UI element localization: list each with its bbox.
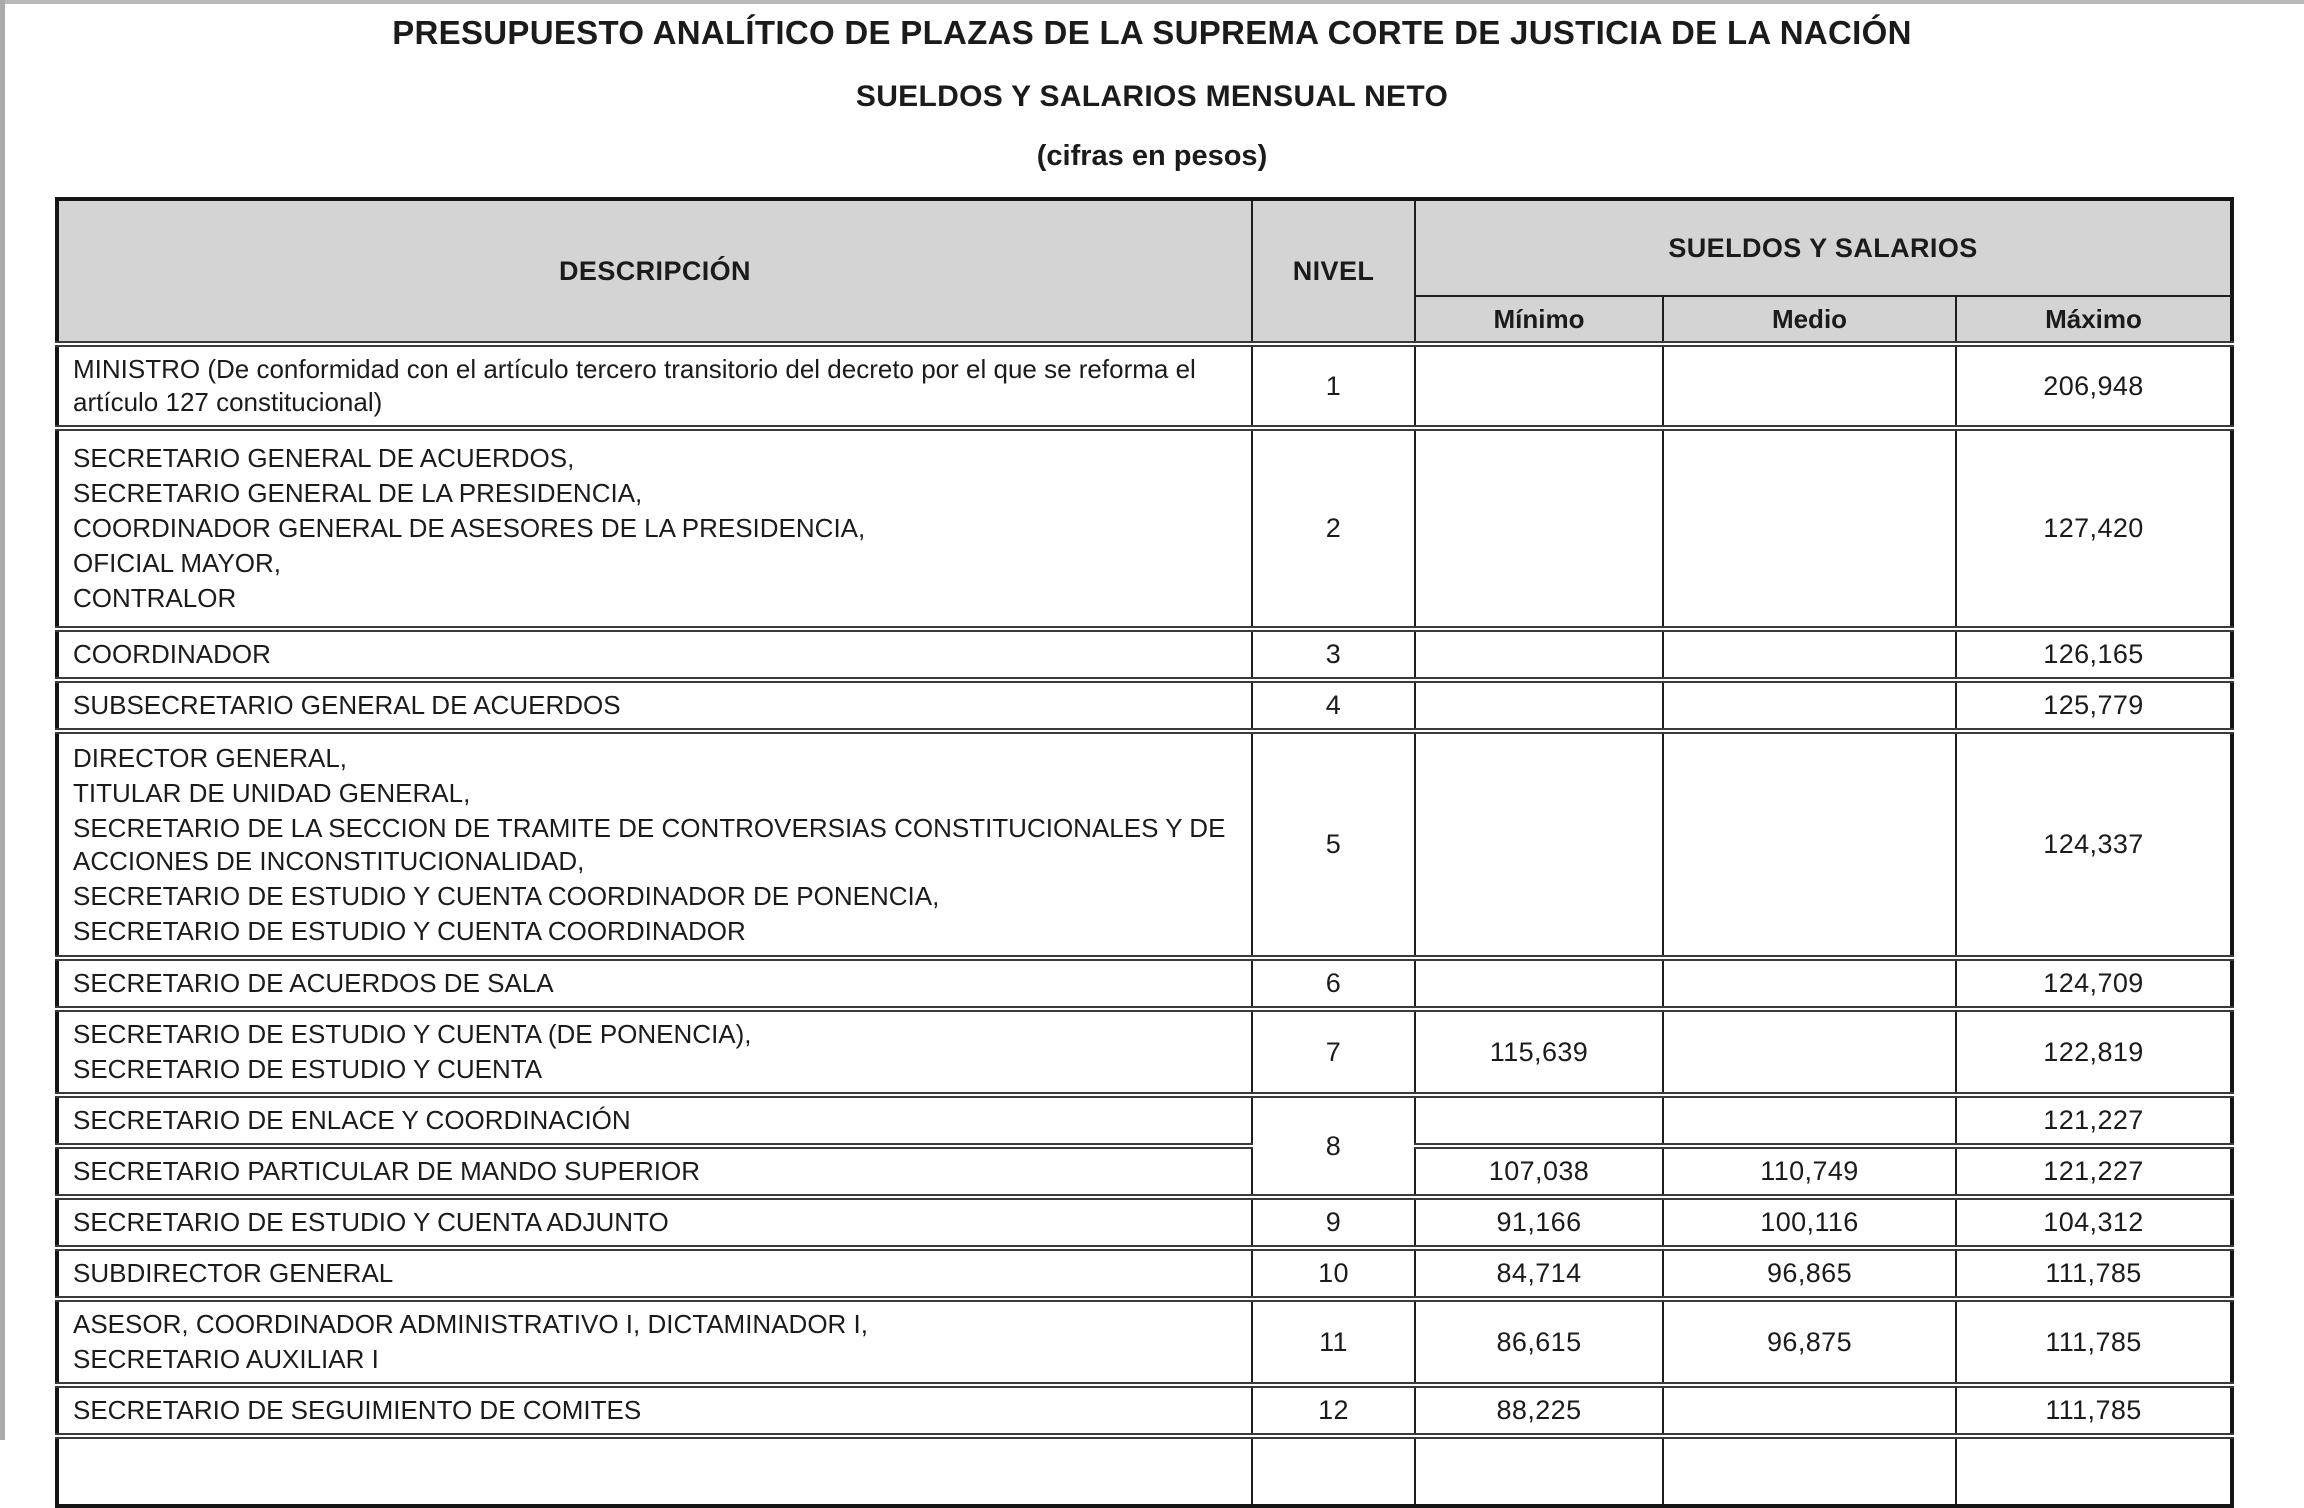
med-cell: [1663, 731, 1956, 958]
description-line: SUBSECRETARIO GENERAL DE ACUERDOS: [73, 690, 621, 720]
min-cell: [1415, 680, 1663, 731]
max-cell: 121,227: [1956, 1146, 2232, 1197]
max-cell: 124,709: [1956, 958, 2232, 1009]
document-subtitle: SUELDOS Y SALARIOS MENSUAL NETO: [855, 80, 1449, 113]
description-cell: [57, 1146, 1252, 1197]
page-left-edge: [0, 0, 5, 1440]
header-row-main: [57, 199, 2232, 296]
document-title: PRESUPUESTO ANALÍTICO DE PLAZAS DE LA SUPREMA CORTE DE JUSTICIA DE LA NACIÓN: [392, 14, 1912, 51]
min-cell: [1415, 1436, 1663, 1506]
description-cell: [57, 629, 1252, 680]
description-line: SECRETARIO DE ENLACE Y COORDINACIÓN: [73, 1105, 631, 1135]
min-cell: [1415, 629, 1663, 680]
salary-table: [55, 197, 2234, 1508]
description-cell: [57, 428, 1252, 629]
max-cell: 124,337: [1956, 731, 2232, 958]
description-line: ASESOR, COORDINADOR ADMINISTRATIVO I, DICTAMINADOR I,: [73, 1309, 868, 1339]
med-cell: [1663, 958, 1956, 1009]
min-cell: [1415, 958, 1663, 1009]
description-cell: [57, 731, 1252, 958]
med-cell: [1663, 1095, 1956, 1146]
table-row: [57, 1299, 2232, 1385]
description-line: SECRETARIO PARTICULAR DE MANDO SUPERIOR: [73, 1156, 700, 1186]
salary-table-head: [57, 199, 2232, 344]
min-cell: [1415, 428, 1663, 629]
med-cell: [1663, 1009, 1956, 1095]
min-cell: 86,615: [1415, 1299, 1663, 1385]
description-line: SECRETARIO DE ESTUDIO Y CUENTA: [73, 1054, 543, 1084]
med-cell: [1663, 344, 1956, 428]
level-cell: [1252, 1436, 1415, 1506]
description-cell: [57, 680, 1252, 731]
column-header-sueldos-y-salarios: SUELDOS Y SALARIOS: [1415, 199, 2232, 296]
level-cell: 6: [1252, 958, 1415, 1009]
level-cell: 3: [1252, 629, 1415, 680]
description-cell: [57, 1385, 1252, 1436]
description-cell: [57, 1009, 1252, 1095]
description-cell: [57, 1095, 1252, 1146]
med-cell: [1663, 629, 1956, 680]
description-line: SECRETARIO DE ESTUDIO Y CUENTA COORDINADOR DE PONENCIA,: [73, 880, 940, 911]
max-cell: 122,819: [1956, 1009, 2232, 1095]
table-row: [57, 1146, 2232, 1197]
min-cell: 107,038: [1415, 1146, 1663, 1197]
med-cell: 96,875: [1663, 1299, 1956, 1385]
min-cell: 88,225: [1415, 1385, 1663, 1436]
table-row: [57, 958, 2232, 1009]
column-header-maximo: Máximo: [1956, 296, 2232, 344]
description-line: SECRETARIO DE SEGUIMIENTO DE COMITES: [73, 1395, 642, 1425]
med-cell: [1663, 680, 1956, 731]
document-header: [0, 0, 2304, 173]
description-cell: [57, 1436, 1252, 1506]
column-header-medio: Medio: [1663, 296, 1956, 344]
med-cell: [1663, 1385, 1956, 1436]
description-cell: [57, 1197, 1252, 1248]
table-row: [57, 1009, 2232, 1095]
description-line: SECRETARIO AUXILIAR I: [73, 1344, 379, 1374]
description-cell: [57, 958, 1252, 1009]
description-line: CONTRALOR: [73, 583, 237, 613]
max-cell: 206,948: [1956, 344, 2232, 428]
med-cell: 110,749: [1663, 1146, 1956, 1197]
table-row: [57, 1197, 2232, 1248]
description-line: SECRETARIO DE LA SECCION DE TRAMITE DE CONTROVERSIAS CONSTITUCIONALES Y DE ACCIONES DE INCONSTITUCIONALIDAD,: [73, 812, 1226, 876]
description-line: COORDINADOR GENERAL DE ASESORES DE LA PRESIDENCIA,: [73, 513, 866, 543]
description-line: SUBDIRECTOR GENERAL: [73, 1258, 394, 1288]
salary-table-body: [57, 344, 2232, 1506]
description-line: SECRETARIO GENERAL DE ACUERDOS,: [73, 443, 575, 473]
level-cell: 7: [1252, 1009, 1415, 1095]
max-cell: 111,785: [1956, 1299, 2232, 1385]
column-header-minimo: Mínimo: [1415, 296, 1663, 344]
table-row: [57, 629, 2232, 680]
column-header-nivel: NIVEL: [1252, 199, 1415, 344]
level-cell: 5: [1252, 731, 1415, 958]
table-row: [57, 680, 2232, 731]
table-row: [57, 731, 2232, 958]
table-row: [57, 1095, 2232, 1146]
description-cell: [57, 344, 1252, 428]
min-cell: 115,639: [1415, 1009, 1663, 1095]
max-cell: [1956, 1436, 2232, 1506]
table-row: [57, 1436, 2232, 1506]
table-row: [57, 428, 2232, 629]
max-cell: 127,420: [1956, 428, 2232, 629]
max-cell: 104,312: [1956, 1197, 2232, 1248]
min-cell: [1415, 1095, 1663, 1146]
page-top-edge: [0, 0, 2304, 4]
description-cell: [57, 1299, 1252, 1385]
med-cell: [1663, 1436, 1956, 1506]
description-line: COORDINADOR: [73, 639, 271, 669]
level-cell: 10: [1252, 1248, 1415, 1299]
level-cell: 1: [1252, 344, 1415, 428]
level-cell: 9: [1252, 1197, 1415, 1248]
description-line: TITULAR DE UNIDAD GENERAL,: [73, 777, 471, 808]
description-cell: [57, 1248, 1252, 1299]
min-cell: 91,166: [1415, 1197, 1663, 1248]
min-cell: 84,714: [1415, 1248, 1663, 1299]
max-cell: 111,785: [1956, 1248, 2232, 1299]
description-line: SECRETARIO DE ACUERDOS DE SALA: [73, 968, 554, 998]
column-header-descripcion: DESCRIPCIÓN: [57, 199, 1252, 344]
max-cell: 125,779: [1956, 680, 2232, 731]
level-cell: 11: [1252, 1299, 1415, 1385]
table-row: [57, 1385, 2232, 1436]
level-cell: 12: [1252, 1385, 1415, 1436]
description-line: OFICIAL MAYOR,: [73, 548, 282, 578]
min-cell: [1415, 731, 1663, 958]
description-line: SECRETARIO DE ESTUDIO Y CUENTA ADJUNTO: [73, 1207, 669, 1237]
med-cell: 96,865: [1663, 1248, 1956, 1299]
min-cell: [1415, 344, 1663, 428]
med-cell: [1663, 428, 1956, 629]
max-cell: 126,165: [1956, 629, 2232, 680]
description-line: SECRETARIO DE ESTUDIO Y CUENTA (DE PONENCIA),: [73, 1019, 752, 1049]
document-note: (cifras en pesos): [1036, 140, 1268, 172]
description-line: SECRETARIO DE ESTUDIO Y CUENTA COORDINADOR: [73, 915, 746, 946]
level-cell: 4: [1252, 680, 1415, 731]
max-cell: 121,227: [1956, 1095, 2232, 1146]
level-cell: 2: [1252, 428, 1415, 629]
table-row: [57, 344, 2232, 428]
med-cell: 100,116: [1663, 1197, 1956, 1248]
max-cell: 111,785: [1956, 1385, 2232, 1436]
description-line: SECRETARIO GENERAL DE LA PRESIDENCIA,: [73, 478, 643, 508]
description-line: DIRECTOR GENERAL,: [73, 742, 348, 773]
description-line: MINISTRO (De conformidad con el artículo tercero transitorio del decreto por el que se reforma el artículo 127 constitucional): [73, 354, 1196, 417]
table-row: [57, 1248, 2232, 1299]
level-cell: 8: [1252, 1095, 1415, 1197]
